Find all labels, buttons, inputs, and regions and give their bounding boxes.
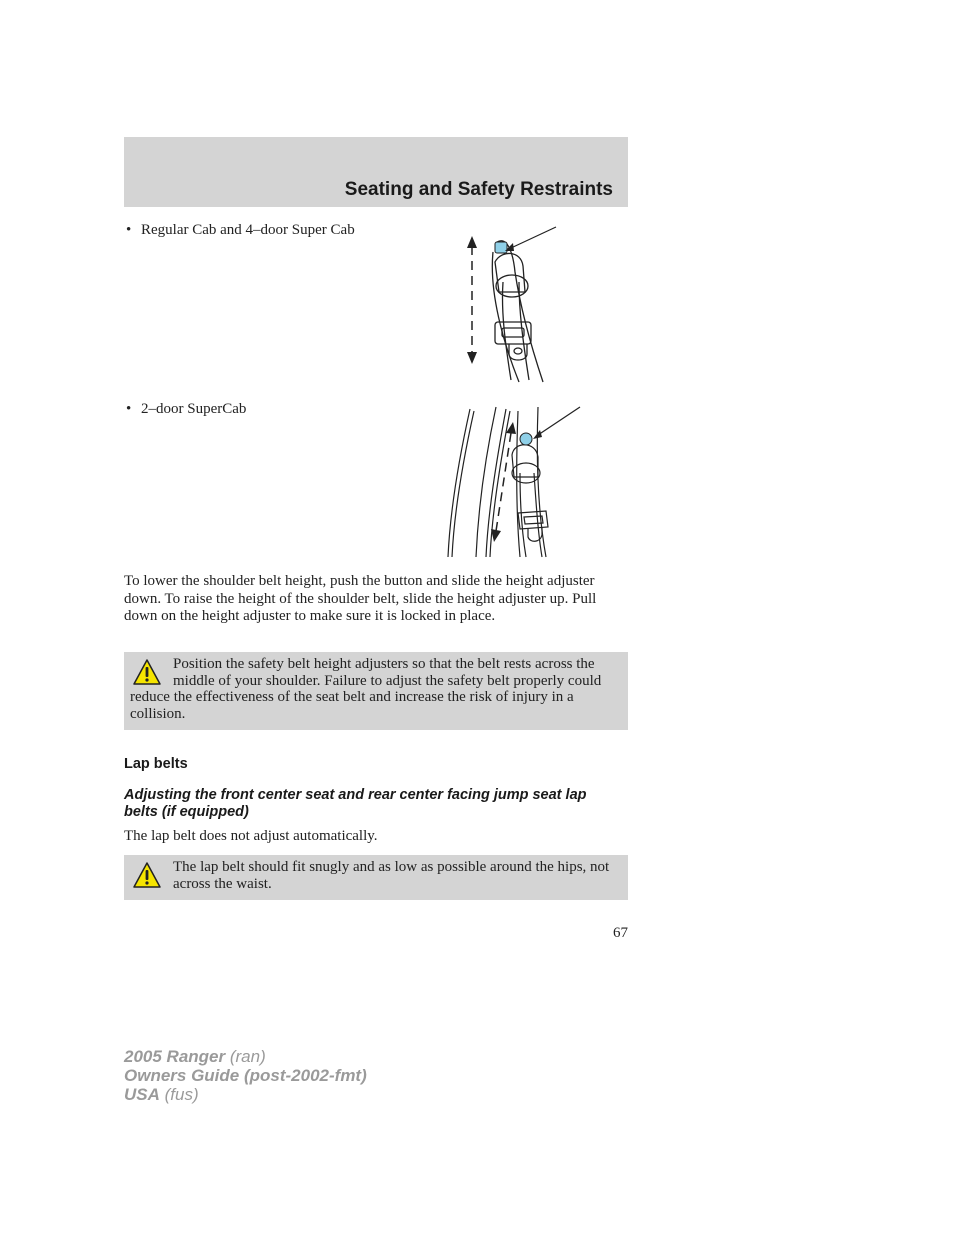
lap-belts-subheading: Adjusting the front center seat and rear center facing jump seat lap belts (if equipped) — [124, 787, 587, 820]
warning-text: Position the safety belt height adjusters so that the belt rests across the middle of your shoulder. Failure to adjust the safety belt properly could reduce the effectiveness of the seat belt and increase the risk of injury in a collision. — [130, 656, 602, 722]
warning-triangle-icon — [132, 658, 162, 686]
height-adjuster-button-icon — [520, 433, 532, 445]
bullet-text: Regular Cab and 4–door Super Cab — [141, 222, 355, 238]
document-footer — [124, 1047, 367, 1104]
footer-guide: Owners Guide (post-2002-fmt) — [124, 1066, 367, 1085]
bullet-2door-supercab — [124, 401, 364, 417]
regular-cab-adjuster-illustration — [455, 222, 565, 387]
lap-belts-heading: Lap belts — [124, 756, 188, 772]
footer-line-2 — [124, 1066, 367, 1085]
warning-text: The lap belt should fit snugly and as low as possible around the hips, not across the waist. — [173, 859, 610, 892]
bullet-symbol: • — [126, 222, 132, 238]
page-number: 67 — [613, 925, 628, 941]
supercab-adjuster-illustration — [440, 403, 590, 560]
footer-line-1 — [124, 1047, 367, 1066]
footer-line-3 — [124, 1085, 367, 1104]
footer-model-code: (ran) — [225, 1047, 266, 1066]
warning-box-lap-belt — [124, 855, 628, 900]
section-title: Seating and Safety Restraints — [344, 179, 613, 200]
arrow-up-icon — [467, 236, 477, 248]
bullet-regular-cab — [124, 222, 364, 238]
arrow-down-icon — [491, 529, 501, 542]
footer-model: 2005 Ranger — [124, 1047, 226, 1066]
arrow-down-icon — [467, 352, 477, 364]
warning-box-belt-height — [124, 652, 628, 730]
warning-triangle-icon — [132, 861, 162, 889]
height-adjust-instructions: To lower the shoulder belt height, push the button and slide the height adjuster down. To raise the height of the shoulder belt, slide the height adjuster up. Pull down on the height adjuster to make sure it is locked in place. — [124, 573, 597, 624]
bullet-symbol: • — [126, 401, 132, 417]
lap-belt-paragraph: The lap belt does not adjust automatically. — [124, 828, 378, 844]
height-adjuster-button-icon — [495, 242, 507, 253]
footer-market: USA — [124, 1085, 160, 1104]
bullet-text: 2–door SuperCab — [141, 401, 247, 417]
section-header — [124, 137, 628, 207]
footer-market-code: (fus) — [159, 1085, 199, 1104]
